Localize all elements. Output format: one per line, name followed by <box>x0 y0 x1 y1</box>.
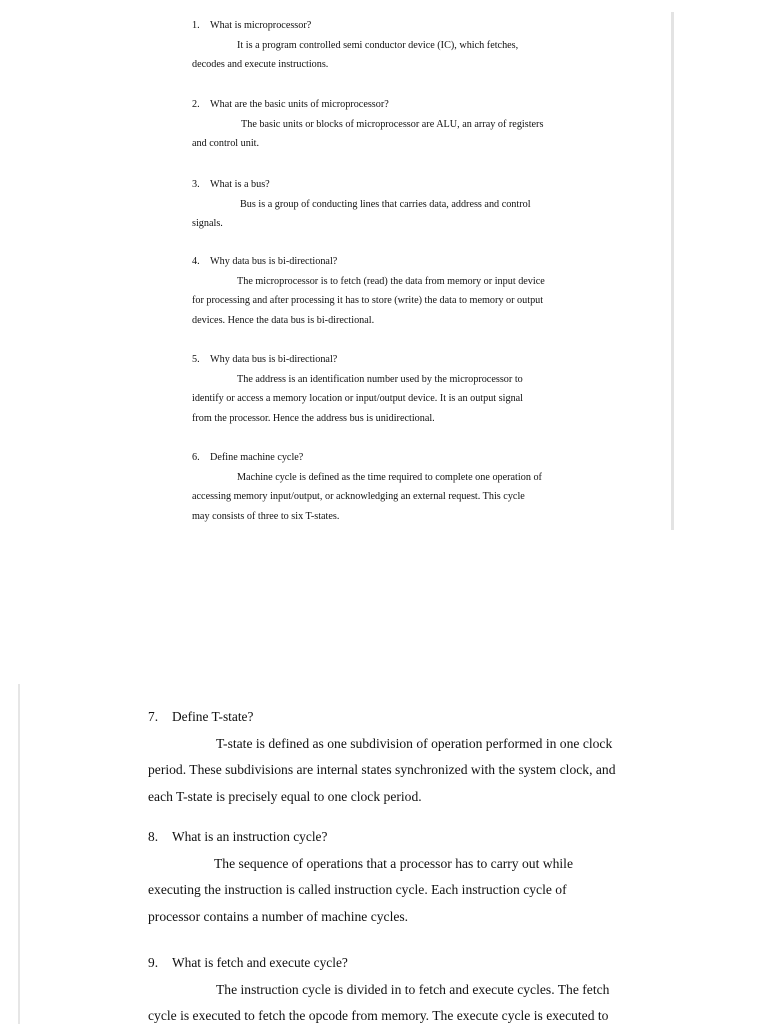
question-text: Why data bus is bi-directional? <box>210 354 338 365</box>
answer-line: cycle is executed to fetch the opcode from memory. The execute cycle is executed to <box>148 1008 609 1023</box>
question-number: 7. <box>148 709 159 724</box>
question-number: 3. <box>192 179 200 190</box>
qa-item <box>148 950 609 1030</box>
answer-line: It is a program controlled semi conductor device (IC), which fetches, <box>237 39 519 51</box>
question-heading <box>148 824 573 851</box>
question-number: 6. <box>192 452 200 463</box>
answer-line: processor contains a number of machine cycles. <box>148 908 409 924</box>
question-text: Define machine cycle? <box>210 452 304 463</box>
question-heading <box>148 950 609 977</box>
answer-line: The basic units or blocks of microprocessor are ALU, an array of registers <box>241 118 544 130</box>
question-text: What are the basic units of microprocessor? <box>210 99 389 110</box>
qa-item <box>192 95 543 154</box>
qa-item <box>192 350 523 428</box>
answer-line: The microprocessor is to fetch (read) the data from memory or input device <box>237 275 545 287</box>
answer-line: The address is an identification number used by the microprocessor to <box>237 373 523 385</box>
answer-line: The instruction cycle is divided in to fetch and execute cycles. The fetch <box>216 981 610 997</box>
answer-line: period. These subdivisions are internal states synchronized with the system clock, and <box>148 762 616 777</box>
question-heading <box>192 448 542 468</box>
answer-line: signals. <box>192 218 223 229</box>
answer-line: accessing memory input/output, or acknowledging an external request. This cycle <box>192 491 525 502</box>
question-heading <box>192 175 531 195</box>
question-text: Why data bus is bi-directional? <box>210 256 338 267</box>
question-text: What is a bus? <box>210 179 270 190</box>
question-text: What is an instruction cycle? <box>172 829 328 844</box>
question-text: Define T-state? <box>172 709 254 724</box>
question-text: What is fetch and execute cycle? <box>172 955 348 970</box>
answer-line: and control unit. <box>192 138 260 149</box>
qa-item <box>192 448 542 526</box>
question-number: 1. <box>192 20 200 31</box>
page-edge-divider <box>671 12 674 530</box>
answer-line: executing the instruction is called instruction cycle. Each instruction cycle of <box>148 882 567 897</box>
question-number: 5. <box>192 354 200 365</box>
question-number: 2. <box>192 99 200 110</box>
question-heading <box>192 95 543 115</box>
qa-item <box>192 16 518 75</box>
answer-line: may consists of three to six T-states. <box>192 510 340 522</box>
answer-line: Machine cycle is defined as the time required to complete one operation of <box>237 471 542 483</box>
question-heading <box>192 16 518 36</box>
qa-item <box>148 824 573 930</box>
qa-item <box>192 175 531 234</box>
question-number: 9. <box>148 955 159 970</box>
question-number: 4. <box>192 256 200 267</box>
qa-item <box>148 704 616 810</box>
answer-line: each T-state is precisely equal to one clock period. <box>148 788 422 804</box>
answer-line: identify or access a memory location or input/output device. It is an output signal <box>192 393 524 404</box>
question-text: What is microprocessor? <box>210 20 312 31</box>
answer-line: The sequence of operations that a processor has to carry out while <box>214 855 573 871</box>
question-heading <box>192 350 523 370</box>
answer-line: for processing and after processing it has to store (write) the data to memory or output <box>192 295 544 306</box>
answer-line: T-state is defined as one subdivision of operation performed in one clock <box>216 735 613 751</box>
answer-line: devices. Hence the data bus is bi-directional. <box>192 314 375 326</box>
answer-line: from the processor. Hence the address bus is unidirectional. <box>192 412 435 424</box>
question-heading <box>192 252 545 272</box>
answer-line: Bus is a group of conducting lines that carries data, address and control <box>240 198 531 210</box>
page-edge-divider <box>18 684 20 1024</box>
qa-item <box>192 252 545 330</box>
question-number: 8. <box>148 829 159 844</box>
question-heading <box>148 704 616 731</box>
answer-line: decodes and execute instructions. <box>192 59 329 70</box>
